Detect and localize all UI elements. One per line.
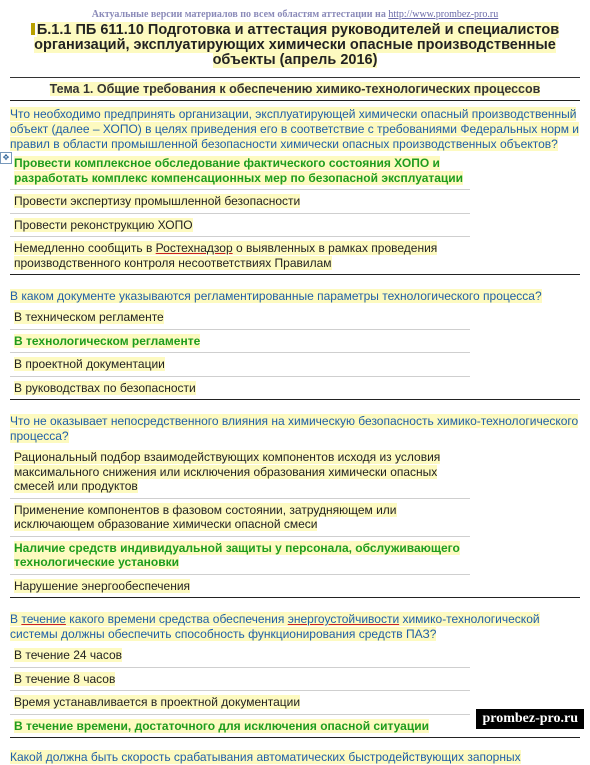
top-note	[0, 0, 590, 23]
question-1	[10, 107, 580, 152]
question-5	[10, 750, 580, 765]
question-1-text: Что необходимо предпринять организации, эксплуатирующей химически опасный производственный объект (далее – ХОПО) в целях приведения его в соответствие с требованиями Федеральных норм и правил в области промышленной безопасности химически опасных производственных объектов?	[10, 107, 580, 151]
question-2	[10, 289, 580, 304]
answers-2	[10, 306, 470, 399]
question-3	[10, 414, 580, 444]
question-3-text: Что не оказывает непосредственного влияния на химическую безопасность химико-технологического процесса?	[10, 414, 579, 443]
topic-heading: Тема 1. Общие требования к обеспечению химико-технологических процессов	[49, 82, 541, 96]
site-link[interactable]: http://www.prombez-pro.ru	[388, 9, 499, 20]
answer-4-3[interactable]: Время устанавливается в проектной документации	[10, 691, 470, 715]
question-4: В течение какого времени средства обеспечения энергоустойчивости химико-технологической системы должны обеспечить способность функционирования средств ПАЗ?	[10, 612, 540, 641]
title-text: Б.1.1 ПБ 611.10 Подготовка и аттестация руководителей и специалистов организаций, эксплуатирующих химически опасные производственные объекты (апрель 2016)	[34, 22, 560, 68]
answer-2-4[interactable]: В руководствах по безопасности	[14, 380, 196, 395]
answer-1-2[interactable]: Провести экспертизу промышленной безопасности	[10, 190, 470, 214]
answer-3-4[interactable]: Нарушение энергообеспечения	[14, 578, 191, 593]
answer-3-2[interactable]: Применение компонентов в фазовом состоянии, затрудняющем или исключающем образование химически опасной смеси	[10, 499, 470, 537]
watermark-logo: prombez-pro.ru	[476, 709, 584, 729]
answers-3	[10, 446, 470, 597]
question-4-rule	[10, 737, 580, 738]
question-1-rule	[10, 274, 580, 275]
answer-2-1[interactable]: В техническом регламенте	[10, 306, 470, 330]
answer-1-3[interactable]: Провести реконструкцию ХОПО	[10, 214, 470, 238]
answer-1-1[interactable]: Провести комплексное обследование фактического состояния ХОПО и разработать комплекс компенсационных мер по безопасной эксплуатации	[10, 152, 470, 190]
answer-3-3[interactable]: Наличие средств индивидуальной защиты у персонала, обслуживающего технологические установки	[10, 537, 470, 575]
answer-4-4[interactable]: В течение времени, достаточного для исключения опасной ситуации	[14, 718, 429, 733]
question-2-rule	[10, 399, 580, 400]
answer-1-4[interactable]: Немедленно сообщить в Ростехнадзор о выявленных в рамках проведения производственного контроля несоответствиях Правилам	[14, 241, 438, 270]
table-move-handle-icon[interactable]: ✥	[0, 152, 12, 164]
title-rule	[10, 77, 580, 78]
topic-rule	[10, 100, 580, 101]
top-note-text: Актуальные версии материалов по всем областям аттестации на	[91, 9, 386, 20]
answer-4-2[interactable]: В течение 8 часов	[10, 668, 470, 692]
question-5-text: Какой должна быть скорость срабатывания автоматических быстродействующих запорных	[10, 750, 521, 764]
answers-1	[10, 152, 470, 274]
document-title	[28, 23, 562, 68]
question-2-text: В каком документе указываются регламентированные параметры технологического процесса?	[10, 289, 542, 303]
title-marker	[31, 23, 35, 35]
answer-2-3[interactable]: В проектной документации	[10, 353, 470, 377]
answer-4-1[interactable]: В течение 24 часов	[10, 644, 470, 668]
answers-4	[10, 644, 470, 737]
answer-3-1[interactable]: Рациональный подбор взаимодействующих компонентов исходя из условия максимального снижения или исключения образования химически опасных смесей или продуктов	[10, 446, 470, 499]
answer-2-2[interactable]: В технологическом регламенте	[10, 330, 470, 354]
question-3-rule	[10, 597, 580, 598]
